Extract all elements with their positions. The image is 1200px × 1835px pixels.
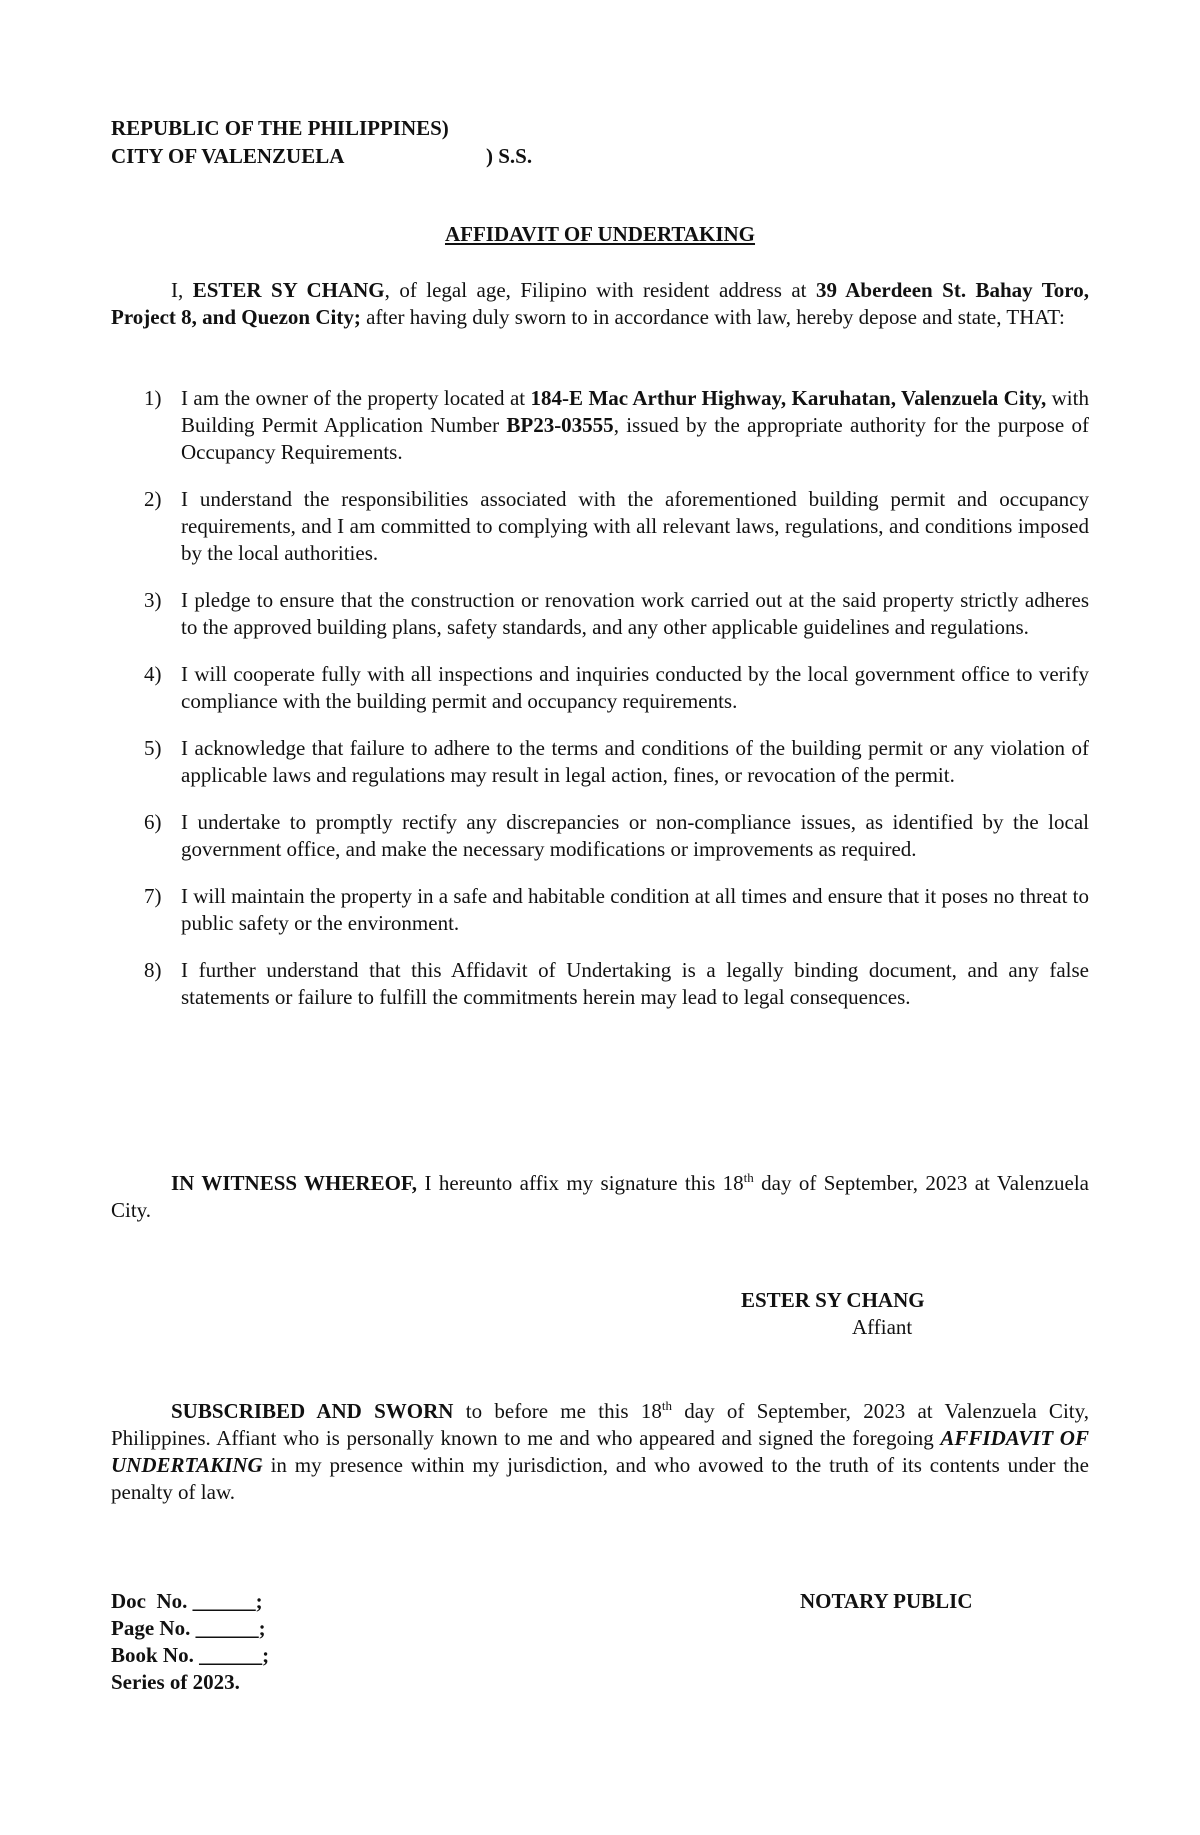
witness-lead: IN WITNESS WHEREOF, xyxy=(171,1171,418,1195)
item-number: 2) xyxy=(144,487,162,511)
item-number: 6) xyxy=(144,810,162,834)
witness-paragraph xyxy=(111,1170,1089,1224)
permit-number: BP23-03555 xyxy=(506,413,614,437)
page-number: Page No. ______; xyxy=(111,1616,266,1640)
item-number: 5) xyxy=(144,736,162,760)
item-text xyxy=(181,385,1089,466)
item-number: 1) xyxy=(144,386,162,410)
list-item xyxy=(111,809,1089,863)
venue-city: CITY OF VALENZUELA xyxy=(111,144,345,168)
jurat-text-3: in my presence within my jurisdiction, and who avowed to the truth of its contents under the penalty of law. xyxy=(111,1453,1089,1504)
venue-republic: REPUBLIC OF THE PHILIPPINES) xyxy=(111,116,449,140)
item-number: 4) xyxy=(144,662,162,686)
affiant-address: 39 Aberdeen St. Bahay Toro, Project 8, and Quezon City; xyxy=(111,278,1090,329)
item-text-part: I am the owner of the property located at xyxy=(181,386,531,410)
witness-text-1: I hereunto affix my signature this 18 xyxy=(417,1171,744,1195)
item-number: 7) xyxy=(144,884,162,908)
venue-ss: ) S.S. xyxy=(486,144,533,168)
jurat-text-1: to before me this 18 xyxy=(453,1399,662,1423)
notary-public-label: NOTARY PUBLIC xyxy=(800,1589,973,1613)
intro-text-1: I, xyxy=(171,278,193,302)
document-title: AFFIDAVIT OF UNDERTAKING xyxy=(444,222,756,246)
affiant-signature-name: ESTER SY CHANG xyxy=(741,1288,925,1312)
intro-paragraph xyxy=(111,277,1089,331)
list-item xyxy=(111,661,1089,715)
item-number: 3) xyxy=(144,588,162,612)
list-item xyxy=(111,587,1089,641)
item-text: I will maintain the property in a safe and habitable condition at all times and ensure that it poses no threat to public safety or the environment. xyxy=(181,884,1089,935)
item-text-part: with Building Permit Application Number xyxy=(181,386,1089,437)
item-text: I undertake to promptly rectify any discrepancies or non-compliance issues, as identified by the local government office, and make the necessary modifications or improvements as required. xyxy=(181,810,1089,861)
jurat-document-name: AFFIDAVIT OF UNDERTAKING xyxy=(111,1426,1089,1477)
witness-ordinal: th xyxy=(743,1170,754,1185)
list-item xyxy=(111,486,1089,567)
item-number: 8) xyxy=(144,958,162,982)
intro-text-2: , of legal age, Filipino with resident address at xyxy=(384,278,816,302)
item-text: I acknowledge that failure to adhere to the terms and conditions of the building permit or any violation of applicable laws and regulations may result in legal action, fines, or revocation of the permit. xyxy=(181,736,1089,787)
intro-text-3: after having duly sworn to in accordance with law, hereby depose and state, THAT: xyxy=(360,305,1065,329)
affiant-name-inline: ESTER SY CHANG xyxy=(192,278,385,302)
jurat-text-2: day of September, 2023 at Valenzuela City, Philippines. Affiant who is personally known to me and who appeared and signed the foregoing xyxy=(111,1399,1089,1450)
list-item xyxy=(111,957,1089,1011)
item-text: I will cooperate fully with all inspections and inquiries conducted by the local government office to verify compliance with the building permit and occupancy requirements. xyxy=(181,662,1089,713)
list-item xyxy=(111,385,1089,466)
jurat-ordinal: th xyxy=(661,1398,673,1413)
item-text: I pledge to ensure that the construction or renovation work carried out at the said property strictly adheres to the approved building plans, safety standards, and any other applicable guidelines and regulations. xyxy=(181,588,1089,639)
doc-number: Doc No. ______; xyxy=(111,1589,263,1613)
undertaking-list xyxy=(111,385,1089,1011)
witness-text-2: day of September, 2023 at Valenzuela City. xyxy=(111,1171,1089,1222)
item-text: I understand the responsibilities associated with the aforementioned building permit and occupancy requirements, and I am committed to complying with all relevant laws, regulations, and conditions imposed by the local authorities. xyxy=(181,487,1089,565)
book-number: Book No. ______; xyxy=(111,1643,270,1667)
list-item xyxy=(111,883,1089,937)
item-text-part: , issued by the appropriate authority for the purpose of Occupancy Requirements. xyxy=(181,413,1089,464)
affiant-label: Affiant xyxy=(852,1315,913,1339)
jurat-lead: SUBSCRIBED AND SWORN xyxy=(171,1399,454,1423)
property-address: 184-E Mac Arthur Highway, Karuhatan, Valenzuela City, xyxy=(530,386,1047,410)
list-item xyxy=(111,735,1089,789)
series-year: Series of 2023. xyxy=(111,1670,240,1694)
jurat-paragraph xyxy=(111,1398,1089,1506)
item-text: I further understand that this Affidavit of Undertaking is a legally binding document, and any false statements or failure to fulfill the commitments herein may lead to legal consequences. xyxy=(181,958,1089,1009)
